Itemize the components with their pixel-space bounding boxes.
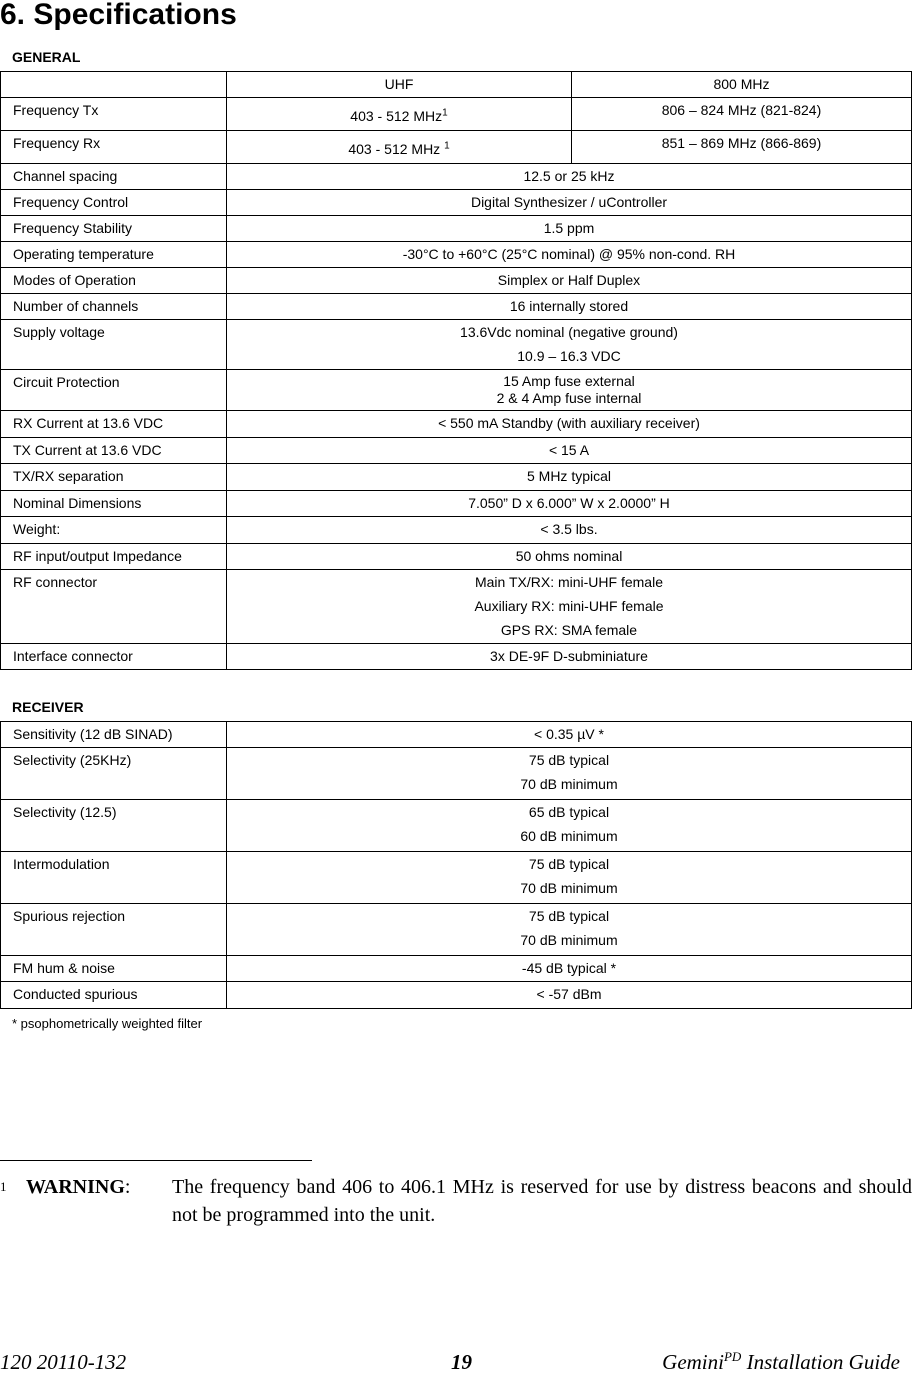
table-footnote: * psophometrically weighted filter	[12, 1016, 203, 1031]
table-row	[1, 190, 912, 216]
row-label: Weight:	[1, 517, 227, 544]
table-row	[1, 242, 912, 268]
row-label: Conducted spurious	[1, 982, 227, 1009]
row-value: 12.5 or 25 kHz	[227, 164, 912, 190]
row-label: Sensitivity (12 dB SINAD)	[1, 722, 227, 748]
row-value: < 550 mA Standby (with auxiliary receiver)	[227, 411, 912, 438]
page-number: 19	[451, 1350, 472, 1374]
row-value: -45 dB typical *	[227, 956, 912, 982]
row-value: Digital Synthesizer / uController	[227, 190, 912, 216]
row-value	[227, 748, 912, 800]
table-row	[1, 800, 912, 852]
header-empty-cell	[1, 72, 227, 98]
row-label: RX Current at 13.6 VDC	[1, 411, 227, 438]
value-line: 75 dB typical	[528, 856, 610, 872]
row-value: 50 ohms nominal	[227, 544, 912, 570]
table-row	[1, 748, 912, 800]
page-title: 6. Specifications	[0, 0, 237, 31]
value-line: 15 Amp fuse external	[503, 373, 635, 389]
row-label: Frequency Tx	[1, 98, 227, 131]
row-label: Number of channels	[1, 294, 227, 320]
footnote-ref: 1	[442, 107, 448, 119]
table-row	[1, 268, 912, 294]
value-line: 13.6Vdc nominal (negative ground)	[460, 324, 678, 340]
row-value	[227, 800, 912, 852]
row-value: < -57 dBm	[227, 982, 912, 1009]
footnote-separator	[0, 1160, 312, 1161]
row-value	[227, 370, 912, 411]
row-label: Frequency Control	[1, 190, 227, 216]
table-row	[1, 570, 912, 644]
table-row	[1, 852, 912, 904]
footnote-text: The frequency band 406 to 406.1 MHz is reserved for use by distress beacons and should not be programmed into the unit.	[172, 1176, 912, 1226]
value-line: Auxiliary RX: mini-UHF female	[474, 598, 664, 614]
row-value: < 3.5 lbs.	[227, 517, 912, 544]
freq-tx-uhf: 403 - 512 MHz$^1$	[227, 98, 572, 131]
value-line: 75 dB typical	[528, 752, 610, 768]
doc-number: 120 20110-132	[0, 1350, 127, 1374]
row-label: FM hum & noise	[1, 956, 227, 982]
table-row	[1, 216, 912, 242]
table-row	[1, 517, 912, 544]
value-line: 70 dB minimum	[520, 776, 618, 792]
row-label: Operating temperature	[1, 242, 227, 268]
row-label: Interface connector	[1, 644, 227, 670]
receiver-spec-table	[0, 721, 912, 1009]
table-row	[1, 438, 912, 464]
row-label: Frequency Rx	[1, 131, 227, 164]
table-row	[1, 164, 912, 190]
row-value: -30°C to +60°C (25°C nominal) @ 95% non-cond. RH	[227, 242, 912, 268]
value-line: 2 & 4 Amp fuse internal	[496, 390, 642, 406]
row-label: Frequency Stability	[1, 216, 227, 242]
row-label: Spurious rejection	[1, 904, 227, 956]
value-line: 60 dB minimum	[520, 828, 618, 844]
table-row	[1, 491, 912, 517]
value-line: 70 dB minimum	[520, 880, 618, 896]
table-row	[1, 131, 912, 164]
table-row	[1, 370, 912, 411]
guide-title: Gemini$^{PD}$ Installation Guide	[662, 1349, 900, 1374]
row-value: 16 internally stored	[227, 294, 912, 320]
row-label: TX/RX separation	[1, 464, 227, 491]
row-label: Circuit Protection	[1, 370, 227, 411]
row-value: 7.050” D x 6.000” W x 2.0000” H	[227, 491, 912, 517]
row-label: Supply voltage	[1, 320, 227, 370]
row-value	[227, 570, 912, 644]
row-value	[227, 904, 912, 956]
footnote-keyword: WARNING:	[26, 1176, 131, 1198]
freq-rx-uhf: 403 - 512 MHz $^1$	[227, 131, 572, 164]
table-row	[1, 98, 912, 131]
row-value: < 0.35 µV *	[227, 722, 912, 748]
general-spec-table	[0, 71, 912, 670]
header-uhf: UHF	[227, 72, 572, 98]
footnote-ref: 1	[444, 140, 450, 152]
table-row	[1, 411, 912, 438]
general-heading: GENERAL	[12, 49, 81, 65]
row-value	[227, 852, 912, 904]
table-row	[1, 72, 912, 98]
row-value: 1.5 ppm	[227, 216, 912, 242]
footnote-mark: 1	[0, 1179, 7, 1194]
row-value: < 15 A	[227, 438, 912, 464]
table-row	[1, 982, 912, 1009]
value-line: GPS RX: SMA female	[500, 622, 638, 638]
row-label: RF input/output Impedance	[1, 544, 227, 570]
value-line: 75 dB typical	[528, 908, 610, 924]
row-label: Selectivity (25KHz)	[1, 748, 227, 800]
row-label: Selectivity (12.5)	[1, 800, 227, 852]
table-row	[1, 904, 912, 956]
receiver-heading: RECEIVER	[12, 699, 84, 715]
value-line: 10.9 – 16.3 VDC	[517, 348, 621, 364]
table-row	[1, 320, 912, 370]
row-value: 5 MHz typical	[227, 464, 912, 491]
row-label: Channel spacing	[1, 164, 227, 190]
table-row	[1, 956, 912, 982]
row-value: Simplex or Half Duplex	[227, 268, 912, 294]
row-label: Nominal Dimensions	[1, 491, 227, 517]
row-label: Modes of Operation	[1, 268, 227, 294]
table-row	[1, 722, 912, 748]
value-line: 65 dB typical	[528, 804, 610, 820]
row-label: TX Current at 13.6 VDC	[1, 438, 227, 464]
value-line: Main TX/RX: mini-UHF female	[474, 574, 663, 590]
row-label: Intermodulation	[1, 852, 227, 904]
table-row	[1, 544, 912, 570]
header-800mhz: 800 MHz	[572, 72, 912, 98]
freq-rx-800: 851 – 869 MHz (866-869)	[572, 131, 912, 164]
table-row	[1, 464, 912, 491]
row-label: RF connector	[1, 570, 227, 644]
row-value	[227, 320, 912, 370]
row-value: 3x DE-9F D-subminiature	[227, 644, 912, 670]
value-line: 70 dB minimum	[520, 932, 618, 948]
table-row	[1, 644, 912, 670]
table-row	[1, 294, 912, 320]
freq-tx-800: 806 – 824 MHz (821-824)	[572, 98, 912, 131]
